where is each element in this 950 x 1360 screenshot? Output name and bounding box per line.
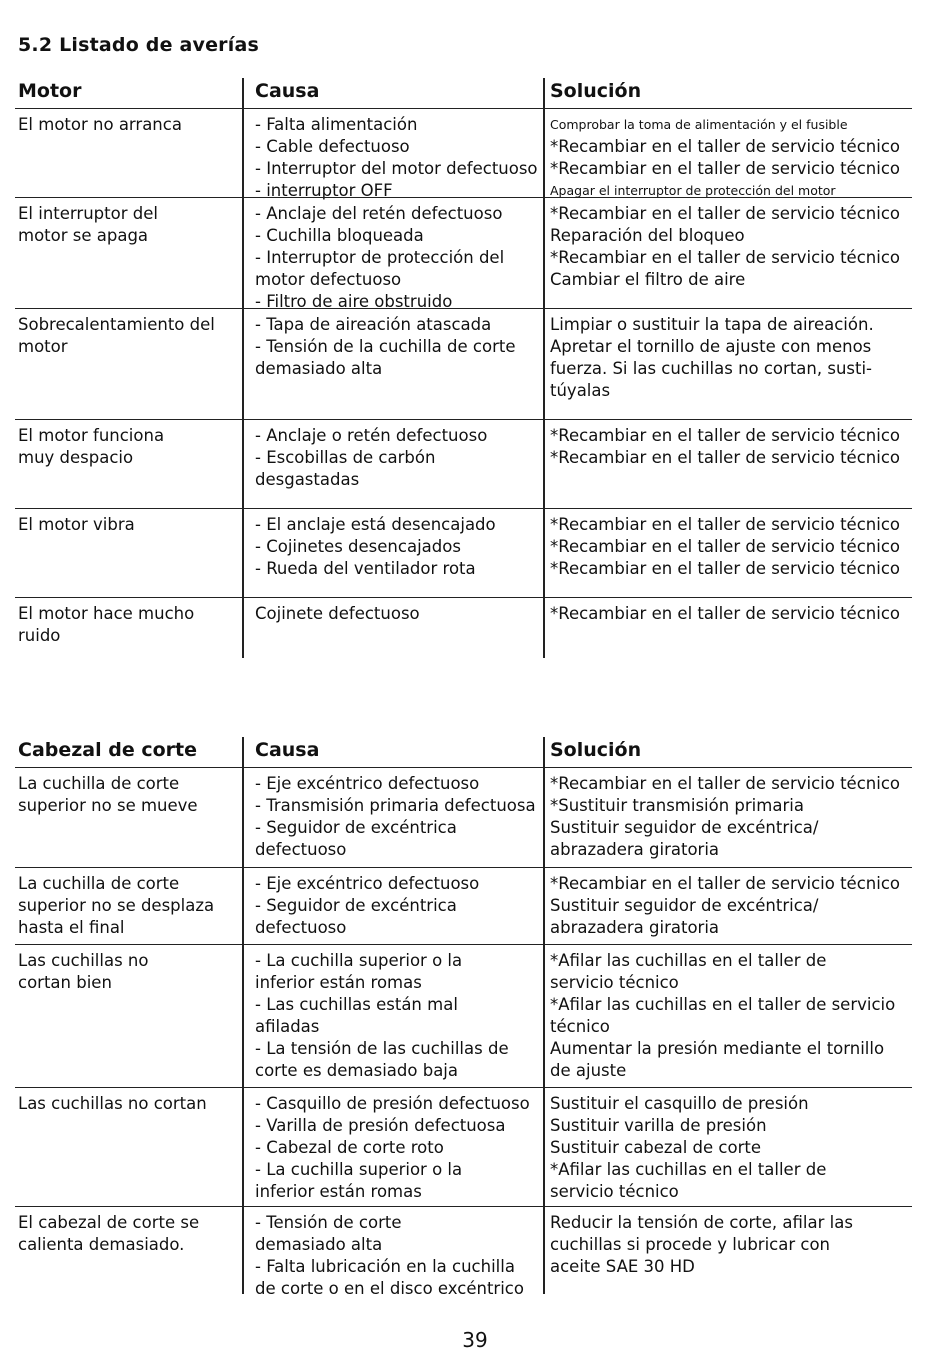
cause-item: - Cojinetes desencajados [255,537,461,556]
cause-item: - Anclaje del retén defectuoso [255,204,503,223]
cause-item: - Seguidor de excéntrica defectuoso [255,896,457,937]
solution-item: Limpiar o sustituir la tapa de aireación. [550,315,874,334]
table-row [15,867,912,944]
problem-cell: La cuchilla de corte superior no se desplaza hasta el final [18,874,215,937]
solution-item: Sustituir seguidor de excéntrica/ abrazadera giratoria [550,818,819,859]
solution-item: Cambiar el filtro de aire [550,270,746,289]
cause-item: - El anclaje está desencajado [255,515,496,534]
problem-cell: El motor hace mucho ruido [18,604,195,645]
cause-cell [255,1093,545,1203]
solution-cell [550,514,920,580]
table-header [15,733,912,767]
cause-item: - Tensión de corte demasiado alta [255,1213,402,1254]
solution-cell [550,603,920,625]
cause-item: - Transmisión primaria defectuosa [255,796,536,815]
solution-item: Sustituir varilla de presión [550,1116,767,1135]
column-divider [242,78,244,658]
problem-cell: El interruptor del motor se apaga [18,204,158,245]
solution-item: Aumentar la presión mediante el tornillo de ajuste [550,1039,885,1080]
cause-item: - Filtro de aire obstruido [255,292,453,311]
solution-item: *Afilar las cuchillas en el taller de servicio técnico [550,995,896,1036]
solution-cell [550,425,920,469]
problem-cell: El motor vibra [18,515,135,534]
cause-item: - Falta alimentación [255,115,418,134]
solution-cell [550,873,920,939]
cause-item: - interruptor OFF [255,181,393,200]
solution-item: Comprobar la toma de alimentación y el fusible [550,117,848,132]
cause-item: - Seguidor de excéntrica defectuoso [255,818,457,859]
solution-item: Sustituir seguidor de excéntrica/ abrazadera giratoria [550,896,819,937]
cause-item: - Falta lubricación en la cuchilla de corte o en el disco excéntrico [255,1257,524,1298]
solution-item: *Sustituir transmisión primaria [550,796,804,815]
solution-item: *Recambiar en el taller de servicio técnico [550,515,900,534]
solution-item: Apagar el interruptor de protección del motor [550,183,836,198]
solution-item: *Recambiar en el taller de servicio técnico [550,204,900,223]
solution-item: Reducir la tensión de corte, afilar las cuchillas si procede y lubricar con aceite SAE 30 HD [550,1213,853,1276]
cause-item: - La tensión de las cuchillas de corte es demasiado baja [255,1039,509,1080]
problem-cell: El motor funciona muy despacio [18,426,165,467]
table-row [15,1206,912,1299]
cause-cell [255,514,545,580]
solution-item: *Recambiar en el taller de servicio técnico [550,874,900,893]
header-solucion: Solución [550,80,642,102]
solution-item: *Recambiar en el taller de servicio técnico [550,426,900,445]
table-header [15,74,912,108]
problem-cell: Sobrecalentamiento del motor [18,315,215,356]
solution-cell [550,114,920,202]
cause-cell [255,950,545,1082]
problem-cell: El motor no arranca [18,115,182,134]
problem-cell: La cuchilla de corte superior no se mueve [18,774,198,815]
solution-item: Sustituir el casquillo de presión [550,1094,809,1113]
solution-cell [550,950,920,1082]
header-causa: Causa [255,80,320,102]
cutting-head-fault-table [15,733,912,1299]
table-row [15,944,912,1087]
problem-cell: El cabezal de corte se calienta demasiado. [18,1213,200,1254]
cause-item: - Varilla de presión defectuosa [255,1116,506,1135]
solution-item: *Recambiar en el taller de servicio técnico [550,559,900,578]
solution-cell [550,203,920,291]
section-title: 5.2 Listado de averías [18,34,259,56]
cause-item: - Cabezal de corte roto [255,1138,444,1157]
column-divider [543,78,545,658]
table-row [15,1087,912,1206]
solution-cell [550,773,920,861]
problem-cell: Las cuchillas no cortan bien [18,951,149,992]
solution-item: *Recambiar en el taller de servicio técnico [550,159,900,178]
cause-item: - Tensión de la cuchilla de corte demasiado alta [255,337,516,378]
cause-item: - Las cuchillas están mal afiladas [255,995,458,1036]
cause-item: - Anclaje o retén defectuoso [255,426,488,445]
solution-item: *Recambiar en el taller de servicio técnico [550,604,900,623]
cause-cell [255,425,545,491]
table-row [15,108,912,200]
cause-cell [255,114,545,202]
solution-item: *Recambiar en el taller de servicio técnico [550,248,900,267]
table-row [15,597,912,664]
page-number: 39 [462,1328,488,1352]
solution-item: *Recambiar en el taller de servicio técnico [550,448,900,467]
cause-item: - Eje excéntrico defectuoso [255,874,480,893]
table-row [15,767,912,867]
table-row [15,197,912,311]
cause-cell [255,1212,545,1300]
cause-item: - Eje excéntrico defectuoso [255,774,480,793]
cause-cell [255,603,545,625]
table-row [15,508,912,597]
solution-item: *Afilar las cuchillas en el taller de servicio técnico [550,951,827,992]
column-divider [242,737,244,1294]
solution-item: *Recambiar en el taller de servicio técnico [550,137,900,156]
cause-item: - La cuchilla superior o la inferior están romas [255,951,463,992]
cause-cell [255,314,545,380]
cause-cell [255,773,545,861]
cause-item: - Interruptor del motor defectuoso [255,159,538,178]
cause-item: - Cuchilla bloqueada [255,226,424,245]
cause-item: - Tapa de aireación atascada [255,315,492,334]
cause-cell [255,203,545,313]
solution-cell [550,1212,920,1278]
header-motor: Motor [18,80,82,102]
problem-cell: Las cuchillas no cortan [18,1094,207,1113]
table-row [15,308,912,419]
header-solucion: Solución [550,739,642,761]
solution-item: Reparación del bloqueo [550,226,745,245]
solution-item: *Recambiar en el taller de servicio técnico [550,774,900,793]
table-row [15,419,912,508]
header-cabezal: Cabezal de corte [18,739,198,761]
cause-item: Cojinete defectuoso [255,604,420,623]
solution-item: Sustituir cabezal de corte [550,1138,761,1157]
cause-item: - La cuchilla superior o la inferior están romas [255,1160,463,1201]
solution-item: *Afilar las cuchillas en el taller de servicio técnico [550,1160,827,1201]
cause-item: - Escobillas de carbón desgastadas [255,448,436,489]
solution-cell [550,1093,920,1203]
cause-item: - Cable defectuoso [255,137,410,156]
cause-item: - Rueda del ventilador rota [255,559,476,578]
motor-fault-table [15,74,912,664]
header-causa: Causa [255,739,320,761]
cause-item: - Interruptor de protección del motor defectuoso [255,248,505,289]
solution-item: Apretar el tornillo de ajuste con menos fuerza. Si las cuchillas no cortan, susti- túyalas [550,337,872,400]
cause-cell [255,873,545,939]
solution-cell [550,314,920,402]
column-divider [543,737,545,1294]
solution-item: *Recambiar en el taller de servicio técnico [550,537,900,556]
cause-item: - Casquillo de presión defectuoso [255,1094,530,1113]
